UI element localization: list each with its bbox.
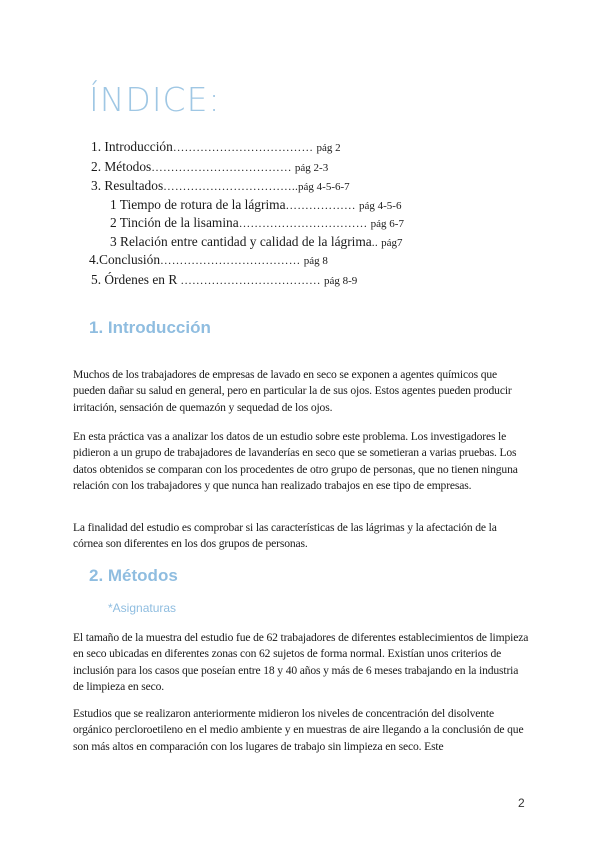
toc-entry-page: pág 4-5-6 xyxy=(358,200,402,212)
toc-entry-dots: …………………………….. xyxy=(163,181,299,193)
toc-entry-page: pág 2-3 xyxy=(294,162,329,174)
toc-entry-dots: ……………………………… xyxy=(172,142,314,154)
subheading: *Asignaturas xyxy=(108,601,177,615)
paragraph: Muchos de los trabajadores de empresas de lavado en seco se exponen a agentes químicos que pueden dañar su salud en general, pero en particular la de sus ojos. Estos agentes pueden producir irritación, sensación de quemazón y sequedad de los ojos. xyxy=(73,368,512,414)
paragraph: El tamaño de la muestra del estudio fue de 62 trabajadores de diferentes establecimientos de limpieza en seco ubicadas en diferentes zonas con 62 sujetos de forma normal. Existían unos criterios de inclusión para los casos que poseían entre 18 y 40 años y más de 6 meses trabajando en la industria de limpieza en seco. xyxy=(73,631,529,693)
toc-entry-label: 2 Tinción de la lisamina xyxy=(110,215,239,230)
toc-entry-label: 1 Tiempo de rotura de la lágrima xyxy=(110,197,286,212)
toc-entry-dots: ……………………………… xyxy=(177,275,321,287)
toc-subentry[interactable] xyxy=(110,196,401,215)
toc-entry-page: pág 2 xyxy=(316,142,341,154)
toc-entry[interactable] xyxy=(89,251,328,270)
toc-entry-page: pág 8 xyxy=(303,255,328,267)
section-heading-methods: 2. Métodos xyxy=(89,566,178,585)
toc-entry-dots: ……………… xyxy=(285,200,356,212)
toc-entry-page: pág 4-5-6-7 xyxy=(298,181,350,193)
toc-subentry[interactable] xyxy=(110,214,404,233)
toc-entry-dots: .. xyxy=(371,237,378,249)
toc-entry-page: pág7 xyxy=(381,237,403,249)
toc-entry-page: pág 8-9 xyxy=(324,275,358,287)
toc-entry-label: 3 Relación entre cantidad y calidad de la lágrima xyxy=(110,234,372,249)
toc-entry[interactable] xyxy=(91,138,341,157)
toc-entry-label: 5. Órdenes en R xyxy=(91,272,178,287)
toc-entry-label: 1. Introducción xyxy=(91,139,173,154)
toc-entry-label: 3. Resultados xyxy=(91,178,164,193)
toc-entry[interactable] xyxy=(91,177,350,196)
toc-subentry[interactable] xyxy=(110,233,403,252)
paragraph: Estudios que se realizaron anteriormente midieron los niveles de concentración del disolvente orgánico percloroetileno en el medio ambiente y en muestras de aire llegando a la conclusión de que son más altos en comparación con los lugares de trabajo sin limpieza en seco. Este xyxy=(73,707,524,753)
toc-entry-dots: …………………………… xyxy=(238,218,368,230)
toc-entry-label: 4.Conclusión xyxy=(89,252,161,267)
toc-entry-label: 2. Métodos xyxy=(91,159,152,174)
toc-entry-dots: ……………………………… xyxy=(151,162,292,174)
toc-entry[interactable] xyxy=(91,158,328,177)
toc-entry-dots: ……………………………… xyxy=(160,255,301,267)
paragraph: La finalidad del estudio es comprobar si las características de las lágrimas y la afectación de la córnea son diferentes en los dos grupos de personas. xyxy=(73,521,497,551)
section-heading-introduction: 1. Introducción xyxy=(89,318,211,337)
page-number: 2 xyxy=(518,796,525,810)
index-title: ÍNDICE: xyxy=(89,80,221,119)
toc-entry-page: pág 6-7 xyxy=(370,218,404,230)
paragraph: En esta práctica vas a analizar los datos de un estudio sobre este problema. Los investigadores le pidieron a un grupo de trabajadores de lavanderías en seco que se sometieran a varias pruebas. Los datos obtenidos se comparan con los procedentes de otro grupo de personas, que no tienen ninguna relación con los trabajadores y que nunca han realizado trabajos en ese tipo de empresas. xyxy=(73,430,518,492)
toc-entry[interactable] xyxy=(91,271,357,290)
